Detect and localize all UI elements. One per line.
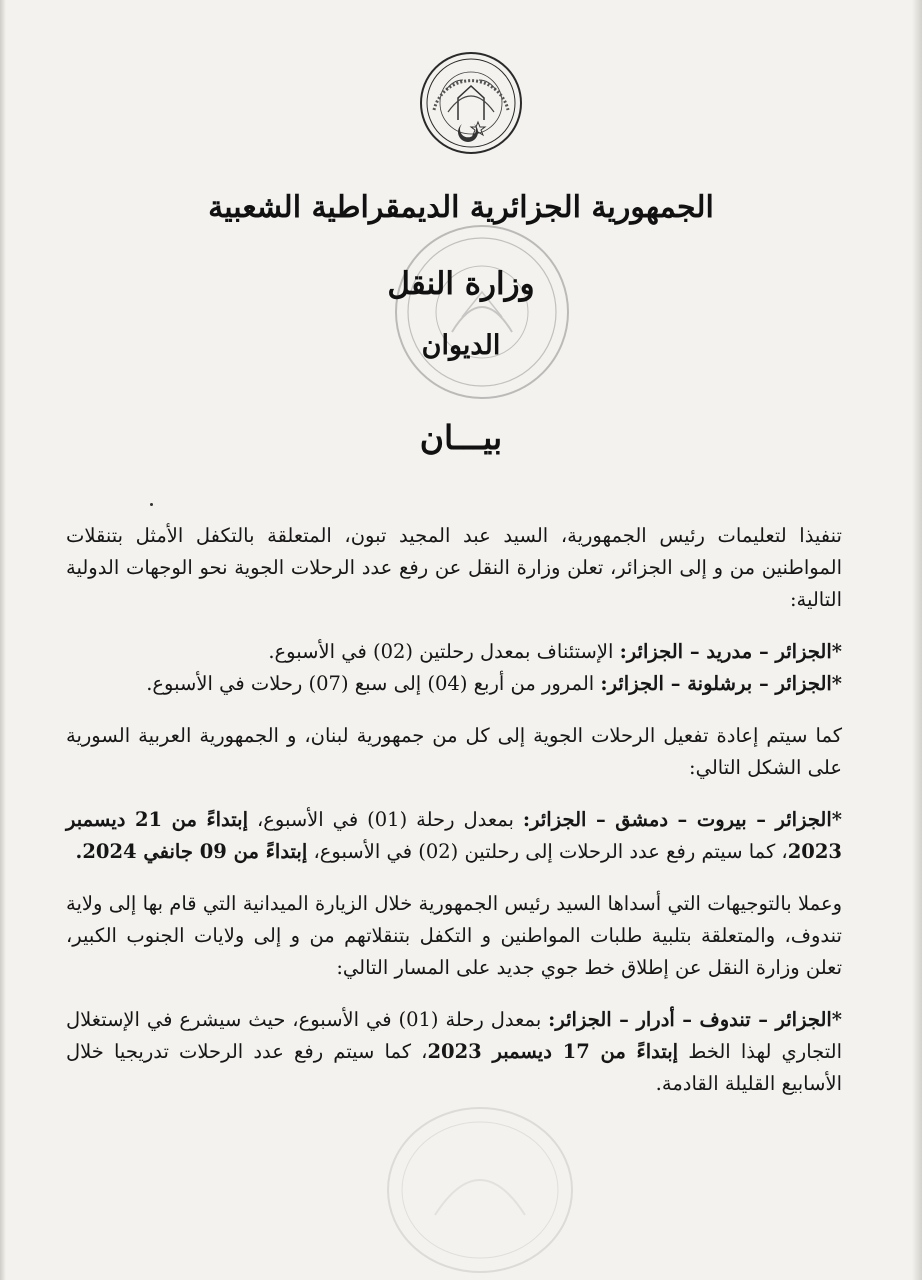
section1-routes [66,636,842,700]
route-item [66,636,842,668]
route-name: *الجزائر – مدريد – الجزائر: [619,640,842,663]
national-emblem-seal [418,50,524,156]
section3-route [66,1004,842,1100]
route-date: إبتداءً من 09 جانفي 2024. [75,840,308,863]
route-date: إبتداءً من 21 ديسمبر 2023 [66,808,842,863]
ministry-stamp [392,222,572,402]
section1-intro: تنفيذا لتعليمات رئيس الجمهورية، السيد عبد المجيد تبون، المتعلقة بالتكفل الأمثل بتنقلات المواطنين من و إلى الجزائر، تعلن وزارة النقل عن رفع عدد الرحلات الجوية نحو الوجهات الدولية التالية: [66,524,842,611]
section3-intro: وعملا بالتوجيهات التي أسداها السيد رئيس الجمهورية خلال الزيارة الميدانية التي قام بها إلى ولاية تندوف، والمتعلقة بتلبية طلبات المواطنين و التكفل بتنقلاتهم من و إلى ولايات الجنوب الكبير، تعلن وزارة النقل عن إطلاق خط جوي جديد على المسار التالي: [66,892,842,979]
ink-speck [150,503,153,506]
ministry-name: وزارة النقل [387,266,535,302]
republic-title: الجمهورية الجزائرية الديمقراطية الشعبية [208,190,714,225]
section2-intro: كما سيتم إعادة تفعيل الرحلات الجوية إلى كل من جمهورية لبنان، و الجمهورية العربية السورية على الشكل التالي: [66,724,842,779]
faint-stamp-bottom [380,1095,580,1275]
page-edge-shadow-left [0,0,6,1280]
route-item [66,668,842,700]
route-detail: بمعدل رحلة (01) في الأسبوع، حيث سيشرع في الإستغلال التجاري لهذا الخط [66,1008,842,1063]
route-name: *الجزائر – بيروت – دمشق – الجزائر: [522,808,842,831]
route-detail: بمعدل رحلة (01) في الأسبوع، [248,808,523,831]
page-edge-shadow-right [912,0,922,1280]
statement-body [66,520,842,1120]
statement-title: بيـــان [419,418,503,457]
route-detail: ، كما سيتم رفع عدد الرحلات إلى رحلتين (02) في الأسبوع، [307,840,788,863]
route-detail: ، كما سيتم رفع عدد الرحلات تدريجيا خلال الأسابيع القليلة القادمة. [66,1040,842,1095]
route-name: *الجزائر – برشلونة – الجزائر: [600,672,842,695]
cabinet-label: الديوان [421,330,501,361]
route-date: إبتداءً من 17 ديسمبر 2023 [427,1040,679,1063]
route-detail: المرور من أربع (04) إلى سبع (07) رحلات في الأسبوع. [146,672,601,695]
section2-route [66,804,842,868]
route-detail: الإستئناف بمعدل رحلتين (02) في الأسبوع. [268,640,620,663]
route-name: *الجزائر – تندوف – أدرار – الجزائر: [548,1008,842,1031]
